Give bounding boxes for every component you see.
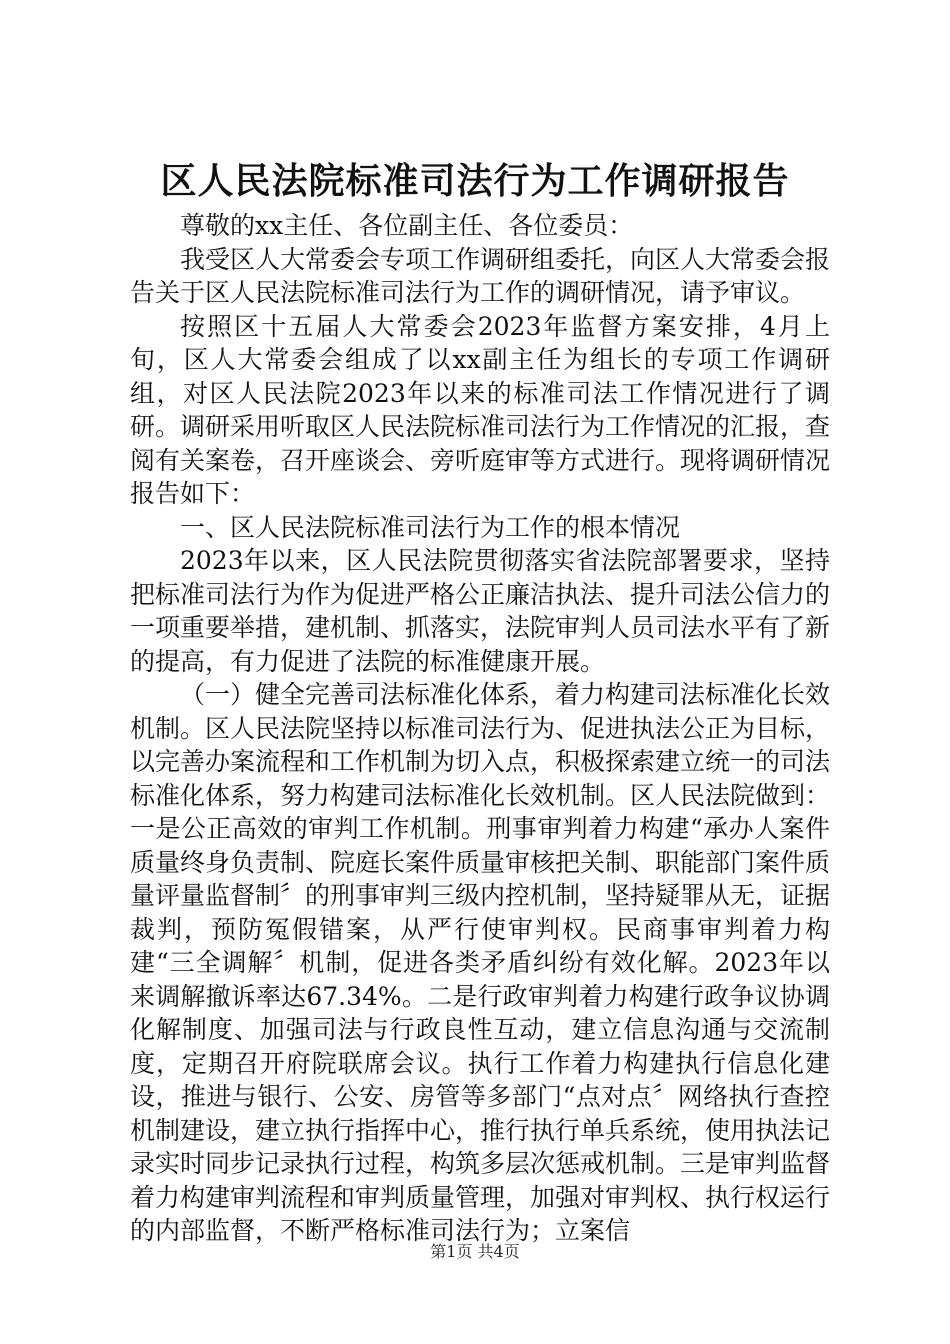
salutation-paragraph: 尊敬的xx主任、各位副主任、各位委员： [180, 211, 634, 240]
overview-paragraph: 2023年以来，区人民法院贯彻落实省法院部署要求，坚持把标准司法行为作为促进严格公正廉洁执法、提升司法公信力的一项重要举措，建机制、抓落实，法院审判人员司法水平有了新的提高，有力促进了法院的标准健康开展。 [130, 546, 831, 676]
document-body [130, 209, 830, 1248]
intro-paragraph: 我受区人大常委会专项工作调研组委托，向区人大常委会报告关于区人民法院标准司法行为工作的调研情况，请予审议。 [130, 244, 831, 307]
background-paragraph: 按照区十五届人大常委会2023年监督方案安排，4月上旬，区人大常委会组成了以xx副主任为组长的专项工作调研组，对区人民法院2023年以来的标准司法工作情况进行了调研。调研采用听取区人民法院标准司法行为工作情况的汇报，查阅有关案卷，召开座谈会、旁听庭审等方式进行。现将调研情况报告如下： [130, 311, 831, 508]
subsection-paragraph: （一）健全完善司法标准化体系，着力构建司法标准化长效机制。区人民法院坚持以标准司法行为、促进执法公正为目标，以完善办案流程和工作机制为切入点，积极探索建立统一的司法标准化体系，努力构建司法标准化长效机制。区人民法院做到：一是公正高效的审判工作机制。刑事审判着力构建“承办人案件质量终身负责制、院庭长案件质量审核把关制、职能部门案件质量评量监督制〞的刑事审判三级内控机制，坚持疑罪从无，证据裁判，预防冤假错案，从严行使审判权。民商事审判着力构建“三全调解〞机制，促进各类矛盾纠纷有效化解。2023年以来调解撤诉率达67.34%。二是行政审判着力构建行政争议协调化解制度、加强司法与行政良性互动，建立信息沟通与交流制度，定期召开府院联席会议。执行工作着力构建执行信息化建设，推进与银行、公安、房管等多部门“点对点〞网络执行查控机制建设，建立执行指挥中心，推行执行单兵系统，使用执法记录实时同步记录执行过程，构筑多层次惩戒机制。三是审判监督着力构建审判流程和审判质量管理，加强对审判权、执行权运行的内部监督，不断严格标准司法行为；立案信 [130, 680, 831, 1245]
page-number-footer: 第1页 共4页 [430, 1242, 520, 1261]
section-heading: 一、区人民法院标准司法行为工作的根本情况 [180, 512, 681, 542]
document-title: 区人民法院标准司法行为工作调研报告 [160, 160, 790, 202]
